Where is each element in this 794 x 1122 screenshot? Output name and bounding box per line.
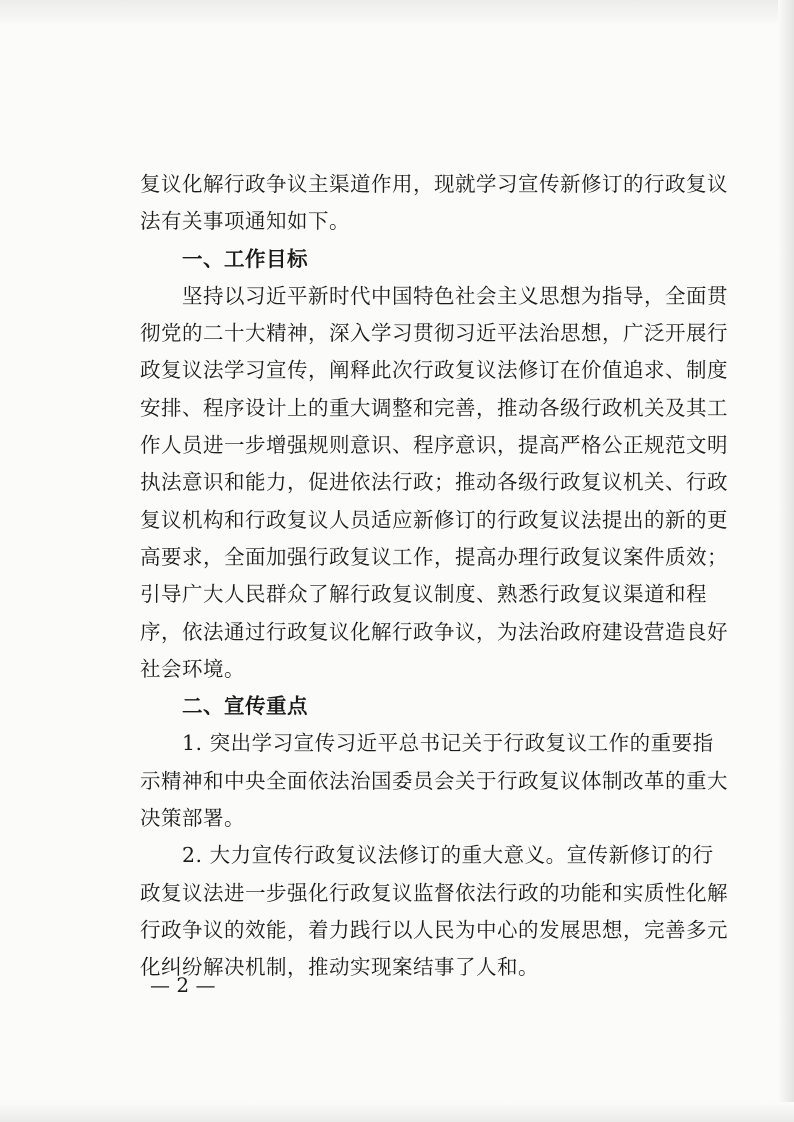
list-item-line: 政复议法进一步强化行政复议监督依法行政的功能和实质性化解 (140, 880, 728, 905)
paragraph-line: 引导广大人民群众了解行政复议制度、熟悉行政复议渠道和程 (140, 582, 707, 607)
paragraph-line: 作人员进一步增强规则意识、程序意识，提高严格公正规范文明 (140, 433, 728, 458)
scan-edge-right (778, 0, 794, 1122)
page-number: — 2 — (150, 973, 216, 997)
paragraph-line: 安排、程序设计上的重大调整和完善，推动各级行政机关及其工 (140, 395, 728, 420)
list-item-line: 行政争议的效能，着力践行以人民为中心的发展思想，完善多元 (140, 917, 728, 942)
paragraph-line: 执法意识和能力，促进依法行政；推动各级行政复议机关、行政 (140, 470, 728, 495)
paragraph-line: 社会环境。 (140, 656, 245, 681)
list-item-line: 决策部署。 (140, 806, 245, 831)
paragraph-line: 彻党的二十大精神，深入学习贯彻习近平法治思想，广泛开展行 (140, 321, 728, 346)
paragraph-line: 法有关事项通知如下。 (140, 209, 350, 234)
paragraph-line: 复议机构和行政复议人员适应新修订的行政复议法提出的新的更 (140, 507, 728, 532)
section-heading-work-goals: 一、工作目标 (182, 246, 308, 271)
document-body (140, 166, 728, 987)
paragraph-line: 坚持以习近平新时代中国特色社会主义思想为指导，全面贯 (182, 283, 728, 308)
paragraph-line: 政复议法学习宣传，阐释此次行政复议法修订在价值追求、制度 (140, 358, 728, 383)
paragraph-line: 复议化解行政争议主渠道作用，现就学习宣传新修订的行政复议 (140, 172, 728, 196)
list-item-line: 1. 突出学习宣传习近平总书记关于行政复议工作的重要指 (182, 731, 714, 756)
paragraph-line: 序，依法通过行政复议化解行政争议，为法治政府建设营造良好 (140, 619, 728, 644)
paragraph-line: 高要求，全面加强行政复议工作，提高办理行政复议案件质效； (140, 544, 728, 569)
list-item-line: 化纠纷解决机制，推动实现案结事了人和。 (140, 955, 539, 980)
scan-edge-bottom (0, 1102, 794, 1122)
scan-edge-top (0, 0, 794, 26)
section-heading-publicity-focus: 二、宣传重点 (182, 694, 308, 719)
list-item-line: 2. 大力宣传行政复议法修订的重大意义。宣传新修订的行 (182, 843, 714, 868)
list-item-line: 示精神和中央全面依法治国委员会关于行政复议体制改革的重大 (140, 768, 728, 793)
